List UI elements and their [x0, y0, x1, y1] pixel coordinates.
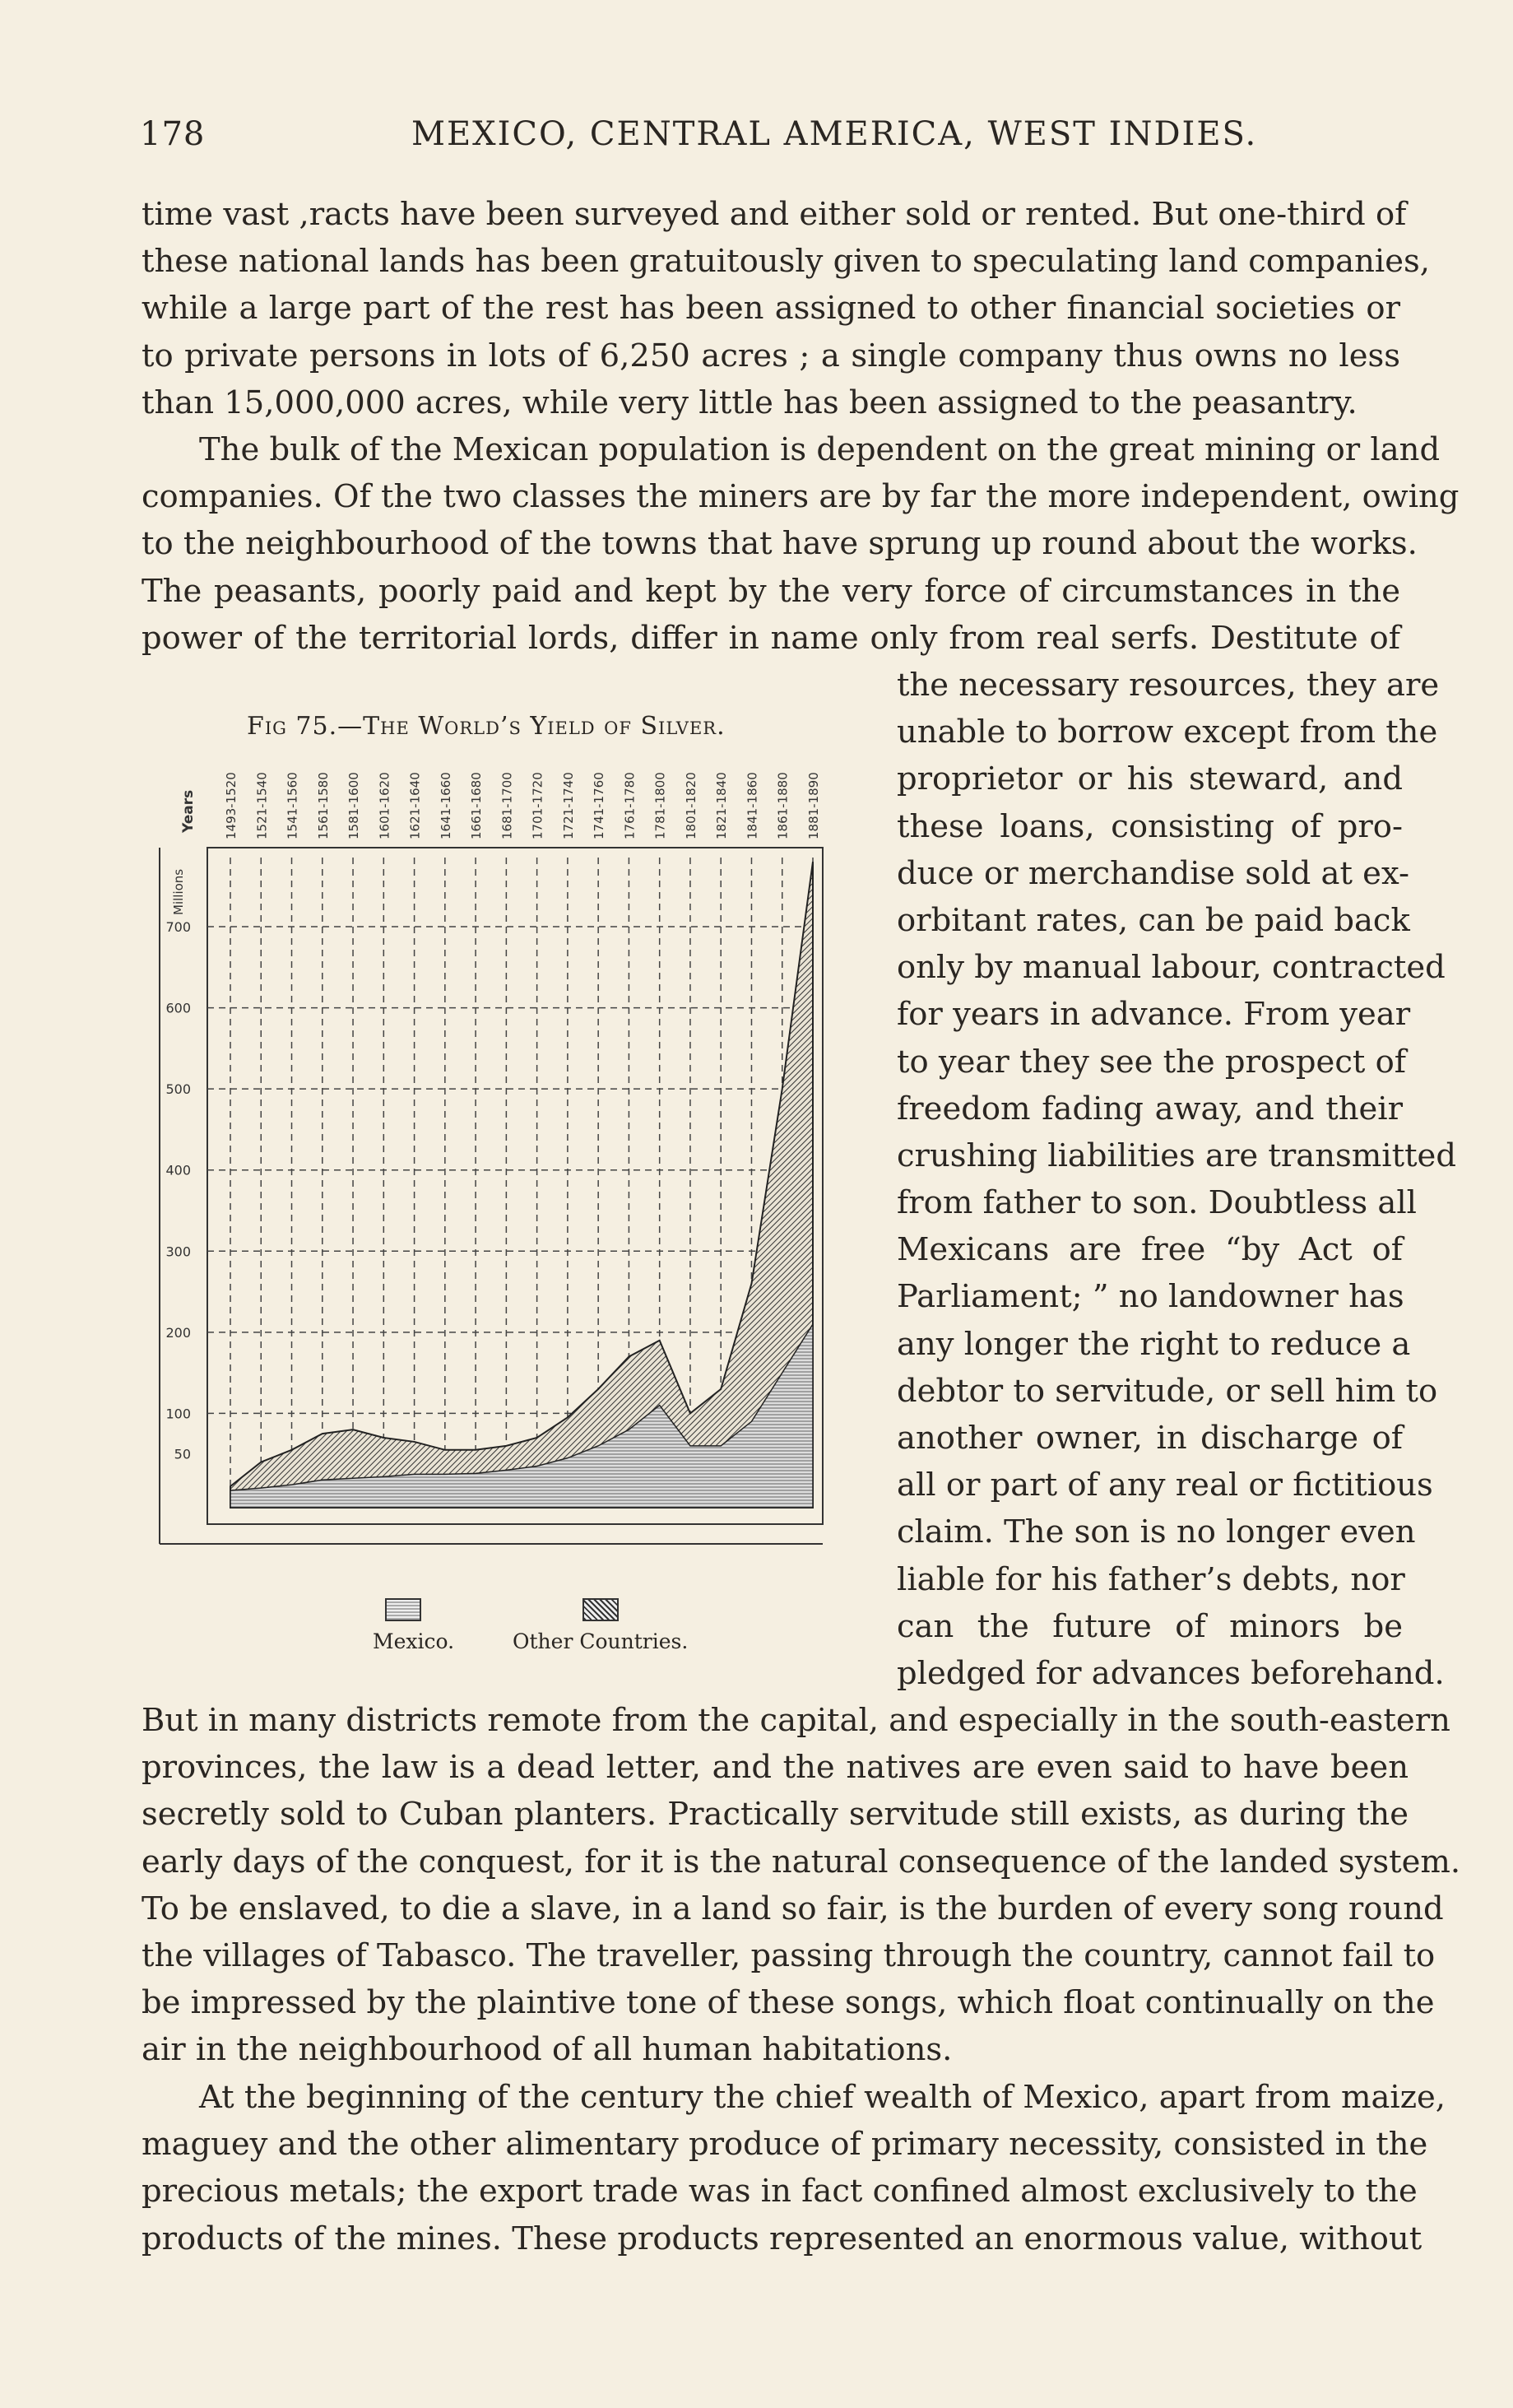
text-line: early days of the conquest, for it is the natural consequence of the landed system.	[142, 1843, 1461, 1880]
text-line: debtor to servitude, or sell him to	[897, 1372, 1438, 1410]
text-line: time vast ,racts have been surveyed and either sold or rented. But one-third of	[142, 196, 1407, 233]
text-line: these loans, consisting of pro-	[897, 807, 1403, 845]
y-tick-label: 400	[165, 1162, 191, 1178]
text-line: provinces, the law is a dead letter, and the natives are even said to have been	[142, 1749, 1409, 1787]
text-line: only by manual labour, contracted	[897, 949, 1446, 987]
paragraph-3	[142, 1697, 1461, 2074]
silver-yield-figure	[156, 765, 856, 1654]
y-axis-label: Millions	[171, 868, 186, 915]
text-line: to private persons in lots of 6,250 acres ; a single company thus owns no less	[142, 337, 1400, 374]
paragraph-1	[142, 191, 1430, 426]
y-tick-label: 700	[165, 919, 191, 935]
x-tick-label: 1581-1600	[346, 772, 362, 839]
x-tick-label: 1641-1660	[438, 772, 453, 839]
x-tick-label: 1801-1820	[683, 772, 698, 839]
text-line: another owner, in discharge of	[897, 1420, 1403, 1457]
text-line: power of the territorial lords, differ in name only from real serfs. Destitute of	[142, 619, 1400, 657]
text-line: The bulk of the Mexican population is dependent on the great mining or land	[199, 431, 1441, 468]
x-tick-label: 1781-1800	[652, 772, 668, 839]
area-other-countries	[230, 862, 813, 1508]
text-line: liable for his father’s debts, nor	[897, 1560, 1405, 1598]
text-line: any longer the right to reduce a	[897, 1325, 1411, 1363]
text-line: these national lands has been gratuitously given to speculating land companies,	[142, 243, 1430, 281]
y-tick-label: 300	[165, 1244, 191, 1260]
text-line: proprietor or his steward, and	[897, 760, 1403, 798]
x-tick-label: 1681-1700	[499, 772, 515, 839]
x-tick-label: 1701-1720	[530, 772, 545, 839]
text-line: to the neighbourhood of the towns that have sprung up round about the works.	[142, 525, 1418, 563]
text-line: all or part of any real or fictitious	[897, 1467, 1433, 1504]
text-line: precious metals; the export trade was in fact confined almost exclusively to the	[142, 2173, 1418, 2210]
silver-yield-chart	[156, 765, 856, 1588]
x-tick-label: 1521-1540	[254, 772, 270, 839]
running-title: MEXICO, CENTRAL AMERICA, WEST INDIES.	[411, 115, 1258, 153]
page-number: 178	[140, 115, 206, 153]
text-line: crushing liabilities are transmitted	[897, 1137, 1456, 1174]
x-tick-label: 1881-1890	[806, 772, 821, 839]
text-line: At the beginning of the century the chief wealth of Mexico, apart from maize,	[199, 2079, 1446, 2116]
text-line: Parliament; ” no landowner has	[897, 1278, 1404, 1316]
x-tick-label: 1741-1760	[592, 772, 607, 839]
text-line: pledged for advances beforehand.	[897, 1654, 1445, 1692]
text-line: But in many districts remote from the capital, and especially in the south-eastern	[142, 1702, 1450, 1739]
text-line: unable to borrow except from the	[897, 714, 1438, 751]
x-tick-label: 1621-1640	[407, 772, 423, 839]
x-tick-label: 1541-1560	[285, 772, 300, 839]
legend-swatch-other	[582, 1598, 619, 1621]
y-tick-label: 50	[174, 1446, 191, 1462]
x-tick-label: 1561-1580	[315, 772, 331, 839]
y-tick-label: 500	[165, 1081, 191, 1098]
y-tick-label: 600	[165, 1000, 191, 1016]
text-line: for years in advance. From year	[897, 996, 1411, 1034]
text-line: duce or merchandise sold at ex-	[897, 854, 1410, 892]
text-line: to year they see the prospect of	[897, 1043, 1407, 1081]
text-line: freedom fading away, and their	[897, 1090, 1403, 1127]
text-line: be impressed by the plaintive tone of these songs, which float continually on the	[142, 1984, 1435, 2022]
text-line: maguey and the other alimentary produce of primary necessity, consisted in the	[142, 2126, 1428, 2164]
text-line: can the future of minors be	[897, 1607, 1403, 1645]
y-tick-label: 200	[165, 1324, 191, 1341]
text-line: Mexicans are free “by Act of	[897, 1231, 1403, 1269]
text-line: than 15,000,000 acres, while very little has been assigned to the peasantry.	[142, 384, 1358, 421]
x-tick-label: 1821-1840	[714, 772, 730, 839]
text-line: The peasants, poorly paid and kept by the very force of circumstances in the	[142, 572, 1400, 610]
legend-swatch-mexico	[385, 1598, 421, 1621]
text-line: the necessary resources, they are	[897, 667, 1440, 704]
x-axis-label: Years	[180, 789, 197, 833]
text-line: orbitant rates, can be paid back	[897, 901, 1410, 939]
running-head	[140, 115, 1399, 165]
figure-caption: Fig 75.—The World’s Yield of Silver.	[247, 712, 726, 741]
legend-label-mexico: Mexico.	[373, 1629, 455, 1653]
text-line: companies. Of the two classes the miners are by far the more independent, owing	[142, 478, 1460, 516]
x-tick-label: 1661-1680	[469, 772, 485, 839]
x-tick-label: 1841-1860	[745, 772, 760, 839]
x-tick-label: 1721-1740	[560, 772, 576, 839]
text-line: claim. The son is no longer even	[897, 1513, 1416, 1551]
text-line: the villages of Tabasco. The traveller, passing through the country, cannot fail to	[142, 1936, 1436, 1974]
paragraph-2	[142, 426, 1460, 662]
text-line: from father to son. Doubtless all	[897, 1184, 1417, 1222]
paragraph-2-side-column	[897, 662, 1456, 1697]
x-tick-label: 1761-1780	[622, 772, 638, 839]
text-line: To be enslaved, to die a slave, in a land so fair, is the burden of every song round	[142, 1890, 1444, 1927]
text-line: while a large part of the rest has been assigned to other financial societies or	[142, 290, 1400, 328]
paragraph-4	[142, 2074, 1446, 2262]
legend-label-other: Other Countries.	[513, 1629, 689, 1653]
x-tick-label: 1861-1880	[775, 772, 791, 839]
x-tick-label: 1601-1620	[377, 772, 392, 839]
text-line: secretly sold to Cuban planters. Practically servitude still exists, as during the	[142, 1796, 1409, 1834]
x-tick-label: 1493-1520	[224, 772, 239, 839]
text-line: products of the mines. These products represented an enormous value, without	[142, 2220, 1422, 2257]
y-tick-label: 100	[165, 1406, 191, 1422]
text-line: air in the neighbourhood of all human habitations.	[142, 2031, 953, 2069]
